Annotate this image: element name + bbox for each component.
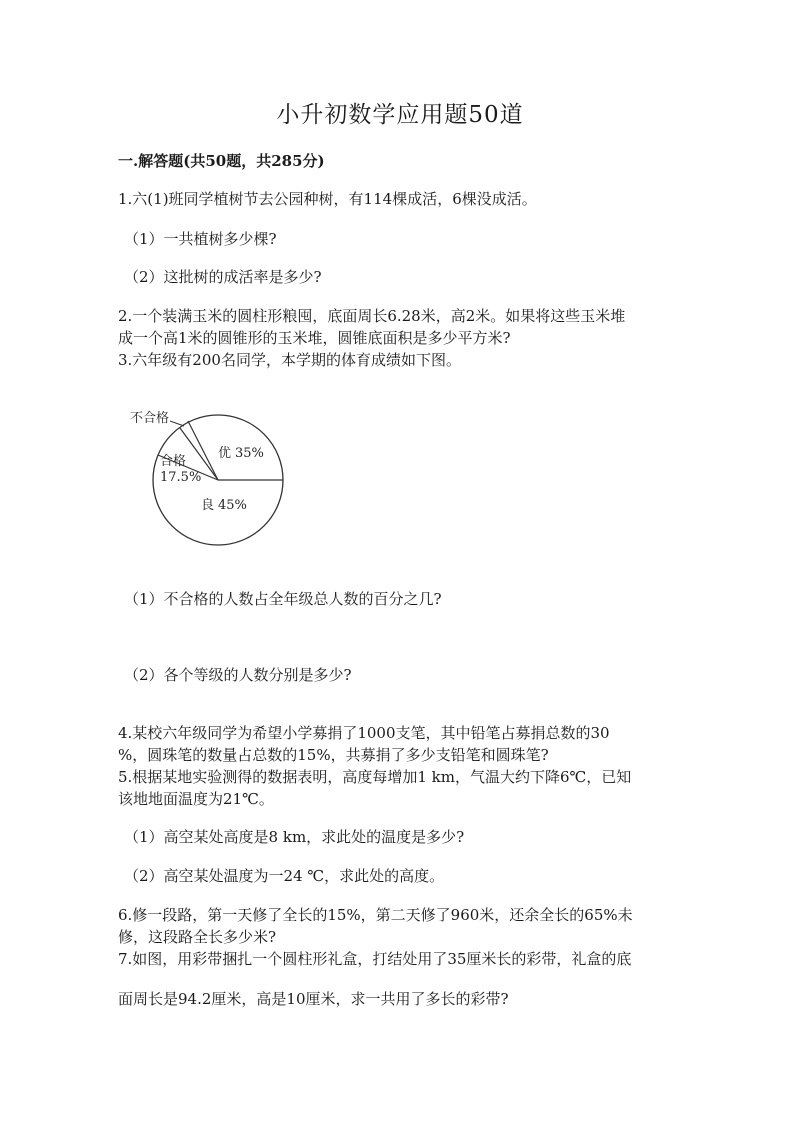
question-1-part-2: （2）这批树的成活率是多少? [124,268,322,286]
question-5-part-1: （1）高空某处高度是8 km，求此处的温度是多少? [124,828,465,846]
section-heading: 一.解答题(共50题，共285分) [118,152,325,170]
slice-value-pass: 17.5% [160,470,202,485]
question-3: 3.六年级有200名同学，本学期的体育成绩如下图。 [118,351,461,369]
question-7-line-2: 面周长是94.2厘米，高是10厘米，求一共用了多长的彩带? [118,990,509,1008]
slice-label-good: 良 [201,498,215,513]
question-5-line-1: 5.根据某地实验测得的数据表明，高度每增加1 km，气温大约下降6℃，已知 [118,768,632,786]
question-2-line-1: 2.一个装满玉米的圆柱形粮囤，底面周长6.28米，高2米。如果将这些玉米堆 [118,307,626,325]
slice-value-good: 45% [218,498,247,513]
question-1: 1.六(1)班同学植树节去公园种树，有114棵成活，6棵没成活。 [118,190,537,208]
question-1-part-1: （1）一共植树多少棵? [124,230,277,248]
slice-label-excellent: 优 [218,446,232,461]
question-3-part-1: （1）不合格的人数占全年级总人数的百分之几? [124,590,442,608]
question-4-line-1: 4.某校六年级同学为希望小学募捐了1000支笔，其中铅笔占募捐总数的30 [118,724,610,742]
question-7-line-1: 7.如图，用彩带捆扎一个圆柱形礼盒，打结处用了35厘米长的彩带，礼盒的底 [118,950,632,968]
slice-value-excellent: 35% [235,446,264,461]
slice-label-fail: 不合格 [130,411,170,426]
question-3-part-2: （2）各个等级的人数分别是多少? [124,666,352,684]
grade-pie-chart [118,395,298,565]
question-4-line-2: %，圆珠笔的数量占总数的15%，共募捐了多少支铅笔和圆珠笔? [118,746,549,764]
slice-label-pass: 合格 [160,454,187,469]
question-6-line-1: 6.修一段路，第一天修了全长的15%，第二天修了960米，还余全长的65%未 [118,906,633,924]
question-5-part-2: （2）高空某处温度为一24 ℃，求此处的高度。 [124,867,445,885]
question-6-line-2: 修，这段路全长多少米? [118,928,277,946]
pie-chart-svg [118,395,298,565]
fail-leader-line [170,421,184,426]
document-title: 小升初数学应用题50道 [276,102,524,128]
question-2-line-2: 成一个高1米的圆锥形的玉米堆，圆锥底面积是多少平方米? [118,329,511,347]
question-5-line-2: 该地地面温度为21℃。 [118,790,274,808]
